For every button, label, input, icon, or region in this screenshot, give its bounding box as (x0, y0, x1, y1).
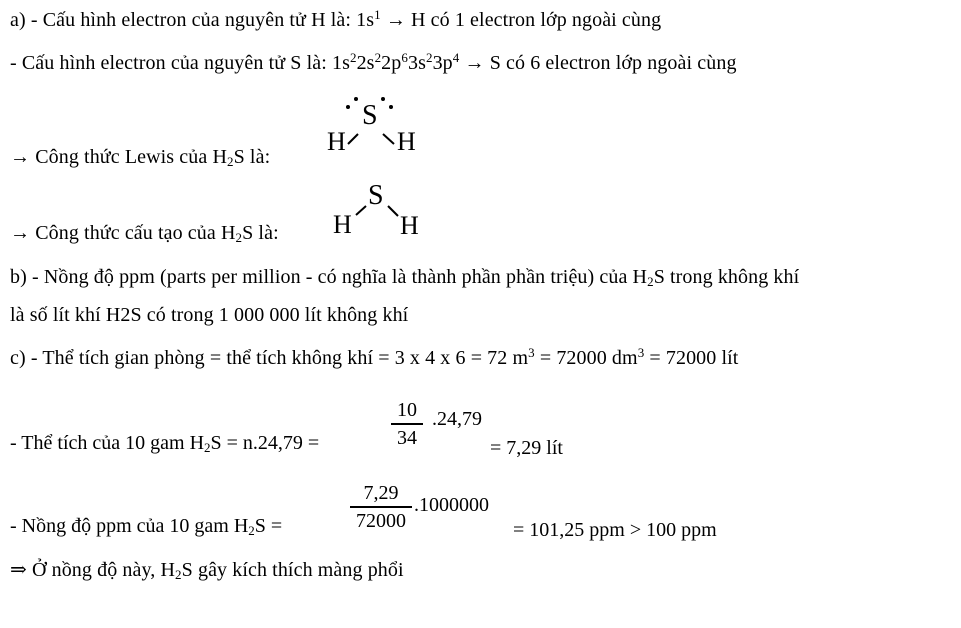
text-run: - Nồng độ ppm của 10 gam H (10, 515, 249, 537)
line-ppm-definition-1 (10, 266, 799, 289)
line-ppm-definition-2 (10, 304, 408, 327)
equation-volume-result: = 7,29 lít (490, 437, 563, 459)
bond-line-right (383, 134, 394, 144)
text-run: = 72000 dm (534, 347, 638, 369)
hydrogen-atom-right: H (400, 211, 419, 240)
text-run: 3p (432, 52, 453, 74)
text-run: → Công thức Lewis của H (10, 146, 227, 168)
text-run: S gây kích thích màng phổi (181, 559, 404, 581)
fraction-numerator: 7,29 (363, 482, 399, 504)
hydrogen-atom-left: H (327, 127, 346, 156)
equation-ppm-multiplier: .1000000 (414, 494, 489, 516)
superscript: 2 (425, 50, 433, 65)
structural-formula-label (10, 222, 279, 245)
text-run: là số lít khí H2S có trong 1 000 000 lít không khí (10, 304, 409, 326)
superscript: 3 (637, 345, 645, 360)
superscript: 2 (349, 50, 357, 65)
text-run: S trong không khí (653, 266, 800, 288)
text-run: S = (254, 515, 283, 537)
text-run: - Thể tích của 10 gam H (10, 432, 205, 454)
equation-ppm-label (10, 515, 282, 538)
text-run: S là: (233, 146, 271, 168)
subscript: 2 (647, 274, 654, 289)
text-run: → H có 1 electron lớp ngoài cùng (380, 9, 662, 31)
equation-volume-multiplier: .24,79 (432, 408, 482, 430)
hydrogen-atom-right: H (397, 127, 416, 156)
text-run: - Cấu hình electron của nguyên tử S là: 1s (10, 52, 350, 74)
text-run: 2s (356, 52, 375, 74)
superscript: 3 (528, 345, 535, 360)
text-run: c) - Thể tích gian phòng = thể tích không khí = 3 x 4 x 6 = 72 m (10, 347, 529, 369)
text-run: S là: (242, 222, 279, 244)
subscript: 2 (235, 230, 243, 245)
sulfur-atom: S (368, 180, 384, 211)
text-run: 3s (407, 52, 426, 74)
equation-ppm-result: = 101,25 ppm > 100 ppm (513, 519, 717, 541)
fraction-volume (391, 398, 423, 450)
superscript: 2 (374, 50, 382, 65)
text-run: a) - Cấu hình electron của nguyên tử H là: 1s (10, 9, 375, 31)
line-electron-config-s (10, 52, 737, 75)
text-run: → Công thức cấu tạo của H (10, 222, 236, 244)
lewis-formula-label (10, 146, 270, 169)
fraction-denominator: 34 (391, 423, 423, 450)
bond-line-left (348, 134, 358, 144)
structural-formula-h2s (330, 182, 430, 244)
superscript: 1 (374, 7, 381, 22)
superscript: 4 (452, 50, 460, 65)
line-room-volume (10, 347, 738, 370)
bond-line-left (356, 206, 366, 215)
superscript: 6 (401, 50, 408, 65)
text-run: b) - Nồng độ ppm (parts per million - có nghĩa là thành phần phần triệu) của H (10, 266, 648, 288)
line-conclusion (10, 557, 404, 582)
subscript: 2 (204, 440, 211, 455)
fraction-ppm (350, 481, 412, 533)
text-run: → S có 6 electron lớp ngoài cùng (459, 52, 737, 74)
hydrogen-atom-left: H (333, 210, 352, 239)
text-run: 2p (381, 52, 402, 74)
subscript: 2 (248, 523, 255, 538)
text-run: = 72000 lít (644, 347, 739, 369)
subscript: 2 (175, 567, 182, 582)
text-run: ⇒ Ở nồng độ này, H (10, 559, 176, 581)
equation-volume-label (10, 432, 319, 455)
line-electron-config-h (10, 9, 661, 32)
fraction-denominator: 72000 (350, 506, 412, 533)
subscript: 2 (227, 154, 234, 169)
bond-line-right (388, 206, 398, 216)
text-run: S = n.24,79 = (210, 432, 320, 454)
lewis-structure-h2s (325, 88, 440, 168)
fraction-numerator: 10 (397, 399, 417, 421)
sulfur-atom: S (362, 100, 378, 131)
